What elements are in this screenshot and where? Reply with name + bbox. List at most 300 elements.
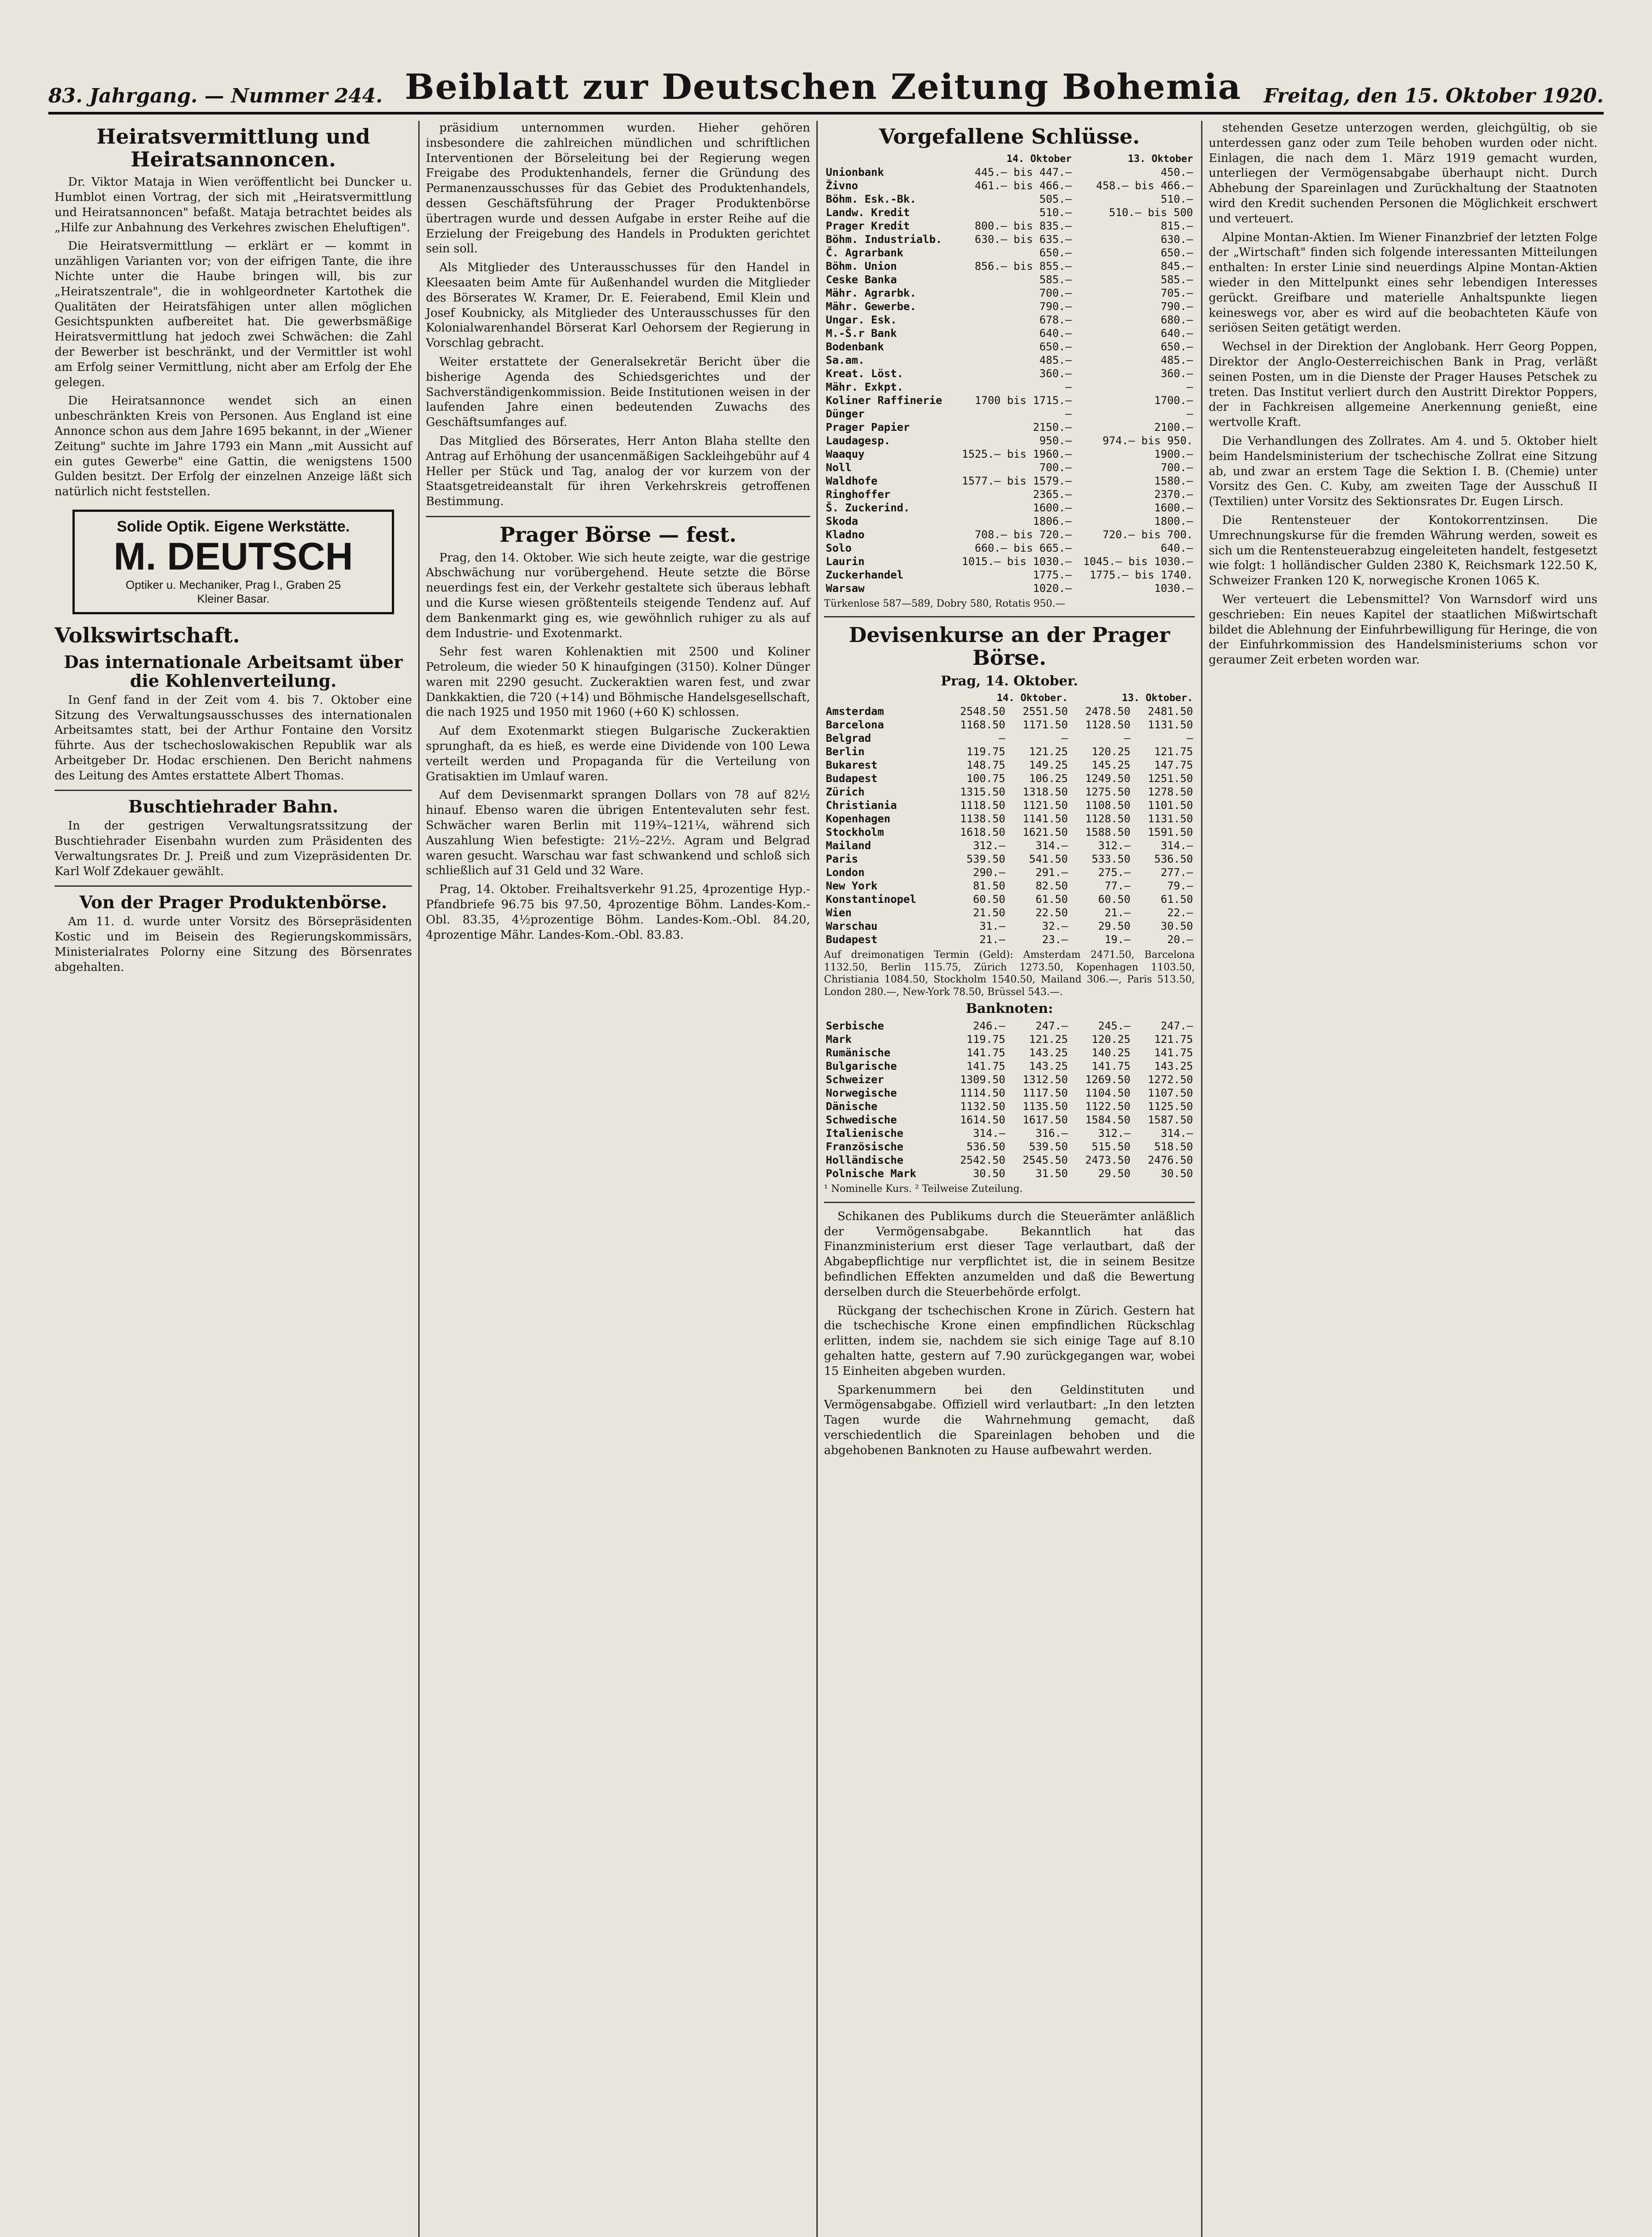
table-cell: 950.— [1039,434,1072,447]
ad-location: Kleiner Basar. [197,591,270,605]
table-row [824,233,1195,246]
article-paragraph: Sehr fest waren Kohlenaktien mit 2500 und Koliner Petroleum, die wieder 50 K hinaufgingen (3150). Kolner Dünger waren mit 2290 gesucht. Zuckeraktien waren fest, und zwar Dankkaktien, die 720 (+14) und Böhmische Handelsgesellschaft, die nach 1925 und 1950 mit 1960 (+60 K) schlossen. [426,645,810,719]
table-row [824,582,1195,595]
row-label: Belgrad [826,732,871,745]
row-label: Skoda [826,515,858,527]
row-label: Waaquy [826,447,865,460]
table-cell: 30.50 [973,1167,1006,1180]
table-cell: 700.— [1039,286,1072,299]
table-row [824,313,1195,327]
table-row [824,1167,1195,1180]
table-cell: 2542.50 [960,1154,1006,1167]
table-cell: 291.— [1035,866,1068,879]
table-cell: 140.25 [1091,1046,1131,1059]
table-cell: 650.— [1039,246,1072,259]
table-cell: 1117.50 [1023,1087,1068,1100]
article-paragraph: Das Mitglied des Börserates, Herr Anton Blaha stellte den Antrag auf Erhöhung der usancenmäßigen Sackleihgebühr auf 4 Heller per Stück und Tag, analog der vor kurzem von der Staatsgetreideanstalt für ihren Verkehrskreis getroffenen Bestimmung. [426,434,810,509]
row-label: Landw. Kredit [826,206,910,219]
table-cell: 148.75 [966,759,1006,772]
table-row [824,474,1195,488]
table-row [824,745,1195,758]
table-row [824,192,1195,206]
table-cell: 536.50 [1154,853,1193,866]
table-row [824,839,1195,852]
table-cell: 1131.50 [1147,812,1193,825]
table-cell: 1775.— [1033,568,1072,581]
column-3 [818,121,1202,2237]
table-cell: 1312.50 [1023,1073,1068,1086]
row-label: Serbische [826,1020,884,1033]
table-row [824,799,1195,812]
table-cell: 141.75 [966,1046,1006,1059]
row-label: Schwedische [826,1114,897,1127]
heading-heiratsvermittlung: Heiratsvermittlung und Heiratsannoncen. [96,124,370,171]
row-label: Dünger [826,407,865,420]
row-label: Rumänische [826,1046,891,1059]
table-cell: 650.— [1160,246,1193,259]
table-cell: 1118.50 [960,799,1006,812]
table-cell: 1030.— [1154,582,1193,595]
table-cell: 106.25 [1029,772,1068,785]
table-cell: 1315.50 [960,786,1006,799]
row-label: Berlin [826,745,865,758]
table-cell: 1121.50 [1023,799,1068,812]
table-cell: 316.— [1035,1127,1068,1140]
table-cell: 660.— bis 665.— [975,541,1072,554]
table-cell: 640.— [1160,327,1193,340]
table-header-cell: 14. Oktober [1006,153,1072,165]
table-cell: 120.25 [1091,745,1131,758]
ad-tagline: Solide Optik. Eigene Werkstätte. [117,518,350,535]
table-cell: 121.25 [1029,745,1068,758]
devisen-date: Prag, 14. Oktober. [941,673,1078,689]
article-paragraph: Wer verteuert die Lebensmittel? Von Warnsdorf wird uns geschrieben: Ein neues Kapitel der staatlichen Mißwirtschaft bildet die Ablehnung der Einfuhrbewilligung für Heringe, die von der Einfuhrkommission des Handelsministeriums schon vor geraumer Zeit erbeten worden war. [1209,592,1597,667]
row-label: Warsaw [826,582,865,595]
table-cell: 539.50 [1029,1140,1068,1153]
table-cell: 22.— [1167,906,1193,919]
table-cell: 1020.— [1033,582,1072,595]
table-cell: 2370.— [1154,488,1193,501]
table-cell: 1045.— bis 1030.— [1083,555,1193,568]
article-paragraph: Schikanen des Publikums durch die Steuerämter anläßlich der Vermögensabgabe. Bekanntlich hat das Finanzministerium erst dieser Tage verlautbart, daß der Abgabepflichtige nur verpflichtet ist, die in seinem Besitze befindlichen Effekten anzumelden und daß die Bewertung derselben durch die Steuerbehörde erfolgt. [824,1209,1195,1299]
table-row [824,1113,1195,1127]
table-cell: 32.— [1042,920,1068,933]
table-cell: 246.— [973,1020,1006,1033]
issue-number: 83. Jahrgang. — Nummer 244. [48,85,383,107]
table-cell: 1700 bis 1715.— [975,394,1072,407]
table-cell: 1900.— [1154,447,1193,460]
heading-arbeitsamt: Das internationale Arbeitsamt über die Kohlenverteilung. [64,652,403,691]
table-cell: 485.— [1039,353,1072,366]
table-row [824,812,1195,825]
table-cell: 120.25 [1091,1033,1131,1046]
heading-vorgefallene-schluesse: Vorgefallene Schlüsse. [879,124,1140,149]
table-cell: 2473.50 [1085,1154,1131,1167]
table-cell: — [1186,407,1193,420]
table-cell: 1806.— [1033,515,1072,527]
row-label: Kladno [826,528,865,541]
table-row [824,340,1195,353]
ad-company-name: M. DEUTSCH [113,535,353,578]
table-cell: — [1061,732,1068,745]
row-label: Zuckerhandel [826,568,904,581]
row-label: Mähr. Gewerbe. [826,300,917,313]
table-cell: — [1186,380,1193,393]
table-cell: 1251.50 [1147,772,1193,785]
table-cell: 20.— [1167,933,1193,946]
table-body [824,1019,1195,1180]
table-cell: 145.25 [1091,759,1131,772]
table-cell: 1275.50 [1085,786,1131,799]
table-cell: 1135.50 [1023,1100,1068,1113]
table-cell: 61.50 [1160,893,1193,906]
article-paragraph: Am 11. d. wurde unter Vorsitz des Börsepräsidenten Kostic und im Beisein des Regierungskommissärs, Ministerialrates Polorny eine Sitzung des Börsenrates abgehalten. [55,915,412,974]
table-row [824,1019,1195,1033]
table-cell: 77.— [1104,880,1131,893]
row-label: Christiania [826,799,897,812]
footnotes: ¹ Nominelle Kurs. ² Teilweise Zuteilung. [824,1183,1023,1195]
table-cell: 800.— bis 835.— [975,219,1072,232]
table-row [824,461,1195,474]
table-cell: 141.75 [1091,1060,1131,1073]
table-cell: 720.— bis 700. [1102,528,1193,541]
article-paragraph: Auf dem Devisenmarkt sprangen Dollars von 78 auf 82½ hinauf. Ebenso waren die übrigen Ententevaluten sehr fest. Schwächer waren Berlin mit 119¾–121¼, während sich Auszahlung Wien befestigte: 21½–22½. Agram und Belgrad waren gesucht. Warschau war fast schwankend und schloß sich schließlich auf 31 Geld und 32 Ware. [426,788,810,878]
table-cell: 1775.— bis 1740. [1089,568,1193,581]
row-label: Sa.am. [826,353,865,366]
row-label: Konstantinopel [826,893,917,906]
table-cell: 2548.50 [960,705,1006,718]
tuerkenlose-line: Türkenlose 587—589, Dobry 580, Rotatis 950.— [824,598,1066,609]
row-label: Ceske Banka [826,273,897,286]
article-paragraph: stehenden Gesetze unterzogen werden, gleichgültig, ob sie unterdessen ganz oder zum Teile behoben wurden oder nicht. Einlagen, die nach dem 1. März 1919 gemacht wurden, unterliegen der Vermögensabgabe überhaupt nicht. Durch Abhebung der Spareinlagen und Zurückhaltung der Staatnoten wird den Kredit suchenden Personen die Möglichkeit erschwert und verteuert. [1209,121,1597,225]
row-label: London [826,866,865,879]
table-cell: 1132.50 [960,1100,1006,1113]
table-cell: 30.50 [1160,1167,1193,1180]
row-label: Prager Kredit [826,219,910,232]
article-paragraph: Die Heiratsvermittlung — erklärt er — kommt in unzähligen Varianten vor; von der eifrigen Tante, die ihre Nichte unter die Haube bringen will, bis zur „Heiratszentrale", die in wohlgeordneter Kartothek die Qualitäten der Heiratsfähigen unter allen möglichen Gesichtspunkten aufbereitet hat. Die gewerbsmäßige Heiratsvermittlung hat jedoch zwei Schwächen: die Zahl der Bewerber ist beschränkt, und der Vermittler ist wohl am Erfolg seiner Vermittlung, nicht aber am Erfolg der Ehe gelegen. [55,239,412,389]
article-paragraph: In Genf fand in der Zeit vom 4. bis 7. Oktober eine Sitzung des Verwaltungsausschusses des internationalen Arbeitsamtes statt, bei der Arthur Fontaine den Vorsitz führte. Aus der tschechoslowakischen Republik war als Arbeitgeber Dr. Hodac erschienen. Den Bericht nahmens des Leitung des Amtes erstattete Albert Thomas. [55,693,412,783]
row-label: Š. Zuckerind. [826,501,910,514]
row-label: Unionbank [826,166,884,179]
row-label: Mähr. Agrarbk. [826,286,917,299]
table-cell: 30.50 [1160,920,1193,933]
table-cell: 630.— [1160,233,1193,246]
table-cell: — [1065,380,1072,393]
table-row [824,772,1195,785]
row-label: Warschau [826,920,878,933]
table-cell: 1617.50 [1023,1114,1068,1127]
table-cell: 1249.50 [1085,772,1131,785]
table-header-row [824,153,1195,166]
table-cell: 1614.50 [960,1114,1006,1127]
table-cell: 31.50 [1035,1167,1068,1180]
divider [55,790,412,791]
table-cell: 856.— bis 855.— [975,259,1072,272]
table-row [824,825,1195,839]
table-cell: 23.— [1042,933,1068,946]
table-cell: 458.— bis 466.— [1096,179,1193,192]
row-label: Stockholm [826,826,884,839]
table-cell: 505.— [1039,192,1072,205]
table-cell: 1584.50 [1085,1114,1131,1127]
table-cell: 121.75 [1154,1033,1193,1046]
table-cell: 21.50 [973,906,1006,919]
heading-buschtiehrader-bahn: Buschtiehrader Bahn. [128,796,339,817]
table-cell: 121.75 [1154,745,1193,758]
table-cell: 1600.— [1154,501,1193,514]
table-row [824,367,1195,380]
row-label: Dänische [826,1100,878,1113]
table-cell: 2365.— [1033,488,1072,501]
article-paragraph: Auf dem Exotenmarkt stiegen Bulgarische Zuckeraktien sprunghaft, da es hieß, es werde eine Dividende von 100 Lewa verteilt werden und Propaganda für die Verteilung von Gratisaktien im Umlauf waren. [426,724,810,783]
row-label: Živno [826,179,858,192]
table-cell: 61.50 [1035,893,1068,906]
table-cell: 1104.50 [1085,1087,1131,1100]
table-cell: 1269.50 [1085,1073,1131,1086]
row-label: Böhm. Union [826,259,897,272]
table-cell: 705.— [1160,286,1193,299]
table-cell: 1577.— bis 1579.— [962,474,1072,487]
table-cell: 360.— [1160,367,1193,380]
table-row [824,407,1195,421]
table-row [824,1086,1195,1100]
table-row [824,434,1195,447]
table-cell: 650.— [1039,340,1072,353]
table-row [824,421,1195,434]
table-cell: 2551.50 [1023,705,1068,718]
table-cell: 247.— [1160,1020,1193,1033]
banknoten-title: Banknoten: [965,1001,1053,1017]
article-paragraph: Prag, den 14. Oktober. Wie sich heute zeigte, war die gestrige Abschwächung nur vorübergehend. Heute setzte die Börse neuerdings fest ein, der Verkehr gestaltete sich überaus lebhaft und die Kurse wiesen größtenteils steigende Tendenz auf. Auf dem Bankenmarkt ging es, wie gewöhnlich ruhiger zu als auf dem Industrie- und Exotenmarkt. [426,551,810,640]
table-cell: 650.— [1160,340,1193,353]
table-cell: 1618.50 [960,826,1006,839]
table-cell: 1128.50 [1085,719,1131,731]
table-cell: 518.50 [1154,1140,1193,1153]
row-label: Noll [826,461,852,474]
table-cell: 1125.50 [1147,1100,1193,1113]
row-label: Polnische Mark [826,1167,917,1180]
table-header-cell: 13. Oktober [1128,153,1193,165]
row-label: Bodenbank [826,340,884,353]
table-cell: — [998,732,1006,745]
table-cell: 60.50 [1098,893,1131,906]
table-cell: 1580.— [1154,474,1193,487]
table-cell: 485.— [1160,353,1193,366]
row-label: Bulgarische [826,1060,897,1073]
row-label: Mailand [826,839,871,852]
table-row [824,879,1195,893]
row-label: Budapest [826,772,878,785]
table-row [824,1059,1195,1073]
table-cell: 790.— [1039,300,1072,313]
table-row [824,1100,1195,1113]
table-cell: 2481.50 [1147,705,1193,718]
table-row [824,906,1195,919]
table-cell: 2478.50 [1085,705,1131,718]
table-cell: 21.— [1104,906,1131,919]
schluesse-table [824,153,1195,595]
table-row [824,731,1195,745]
row-label: Amsterdam [826,705,884,718]
row-label: Bukarest [826,759,878,772]
row-label: Italienische [826,1127,904,1140]
row-label: Französische [826,1140,904,1153]
table-row [824,1073,1195,1086]
table-cell: 143.25 [1154,1060,1193,1073]
table-cell: 19.— [1104,933,1131,946]
table-cell: 1131.50 [1147,719,1193,731]
article-paragraph: Als Mitglieder des Unterausschusses für den Handel in Kleesaaten beim Amte für Außenhandel wurden die Mitglieder des Börserates W. Kramer, Dr. E. Feierabend, Emil Klein und Josef Koubnicky, als Mitglieder des Unterausschusses für den Kolonialwarenhandel Börserat Karl Oehorsem der Regierung in Vorschlag gebracht. [426,261,810,350]
row-label: Böhm. Industrialb. [826,233,943,246]
table-cell: 1138.50 [960,812,1006,825]
heading-devisenkurse: Devisenkurse an der Prager Börse. [849,623,1170,670]
table-cell: 450.— [1160,166,1193,179]
table-row [824,488,1195,501]
ad-address: Optiker u. Mechaniker, Prag I., Graben 25 [125,578,341,591]
table-cell: 461.— bis 466.— [975,179,1072,192]
table-header-cell: 14. Oktober. [997,693,1068,704]
table-cell: 275.— [1098,866,1131,879]
table-cell: 60.50 [973,893,1006,906]
row-label: Barcelona [826,719,884,731]
table-cell: 1588.50 [1085,826,1131,839]
table-cell: 29.50 [1098,920,1131,933]
table-cell: 845.— [1160,259,1193,272]
column-2 [420,121,818,2237]
table-row [824,555,1195,568]
article-paragraph: Die Rentensteuer der Kontokorrentzinsen. Die Umrechnungskurse für die fremden Währung werden, soweit es sich um die Rentensteuerabzug eingeleiteten handelt, festgesetzt wie folgt: 1 holländischer Gulden 2380 K, Reichsmark 122.50 K, Schweizer Franken 120 K, norwegische Kronen 1065 K. [1209,513,1597,588]
table-cell: 119.75 [966,1033,1006,1046]
row-label: Koliner Raffinerie [826,394,943,407]
table-row [824,219,1195,233]
table-cell: 700.— [1160,461,1193,474]
row-label: Schweizer [826,1073,884,1086]
table-row [824,1153,1195,1167]
table-cell: 290.— [973,866,1006,879]
table-cell: 1621.50 [1023,826,1068,839]
table-cell: 541.50 [1029,853,1068,866]
table-row [824,541,1195,555]
table-cell: 81.50 [973,880,1006,893]
row-label: Prager Papier [826,421,910,434]
masthead [48,54,1604,115]
table-cell: 314.— [1160,839,1193,852]
table-cell: 974.— bis 950. [1102,434,1193,447]
table-cell: 1309.50 [960,1073,1006,1086]
table-cell: 585.— [1039,273,1072,286]
table-row [824,1046,1195,1059]
table-row [824,515,1195,528]
column-1 [48,121,420,2237]
table-cell: 314.— [1160,1127,1193,1140]
article-paragraph: Wechsel in der Direktion der Anglobank. Herr Georg Poppen, Direktor der Anglo-Oesterreichischen Bank in Prag, verläßt seinen Posten, um in die Dienste der Prager Hauses Petschek zu treten. Das Institut verliert durch den Austritt Direktor Poppers, der in Fachkreisen allgemeine Anerkennung genießt, eine wertvolle Kraft. [1209,340,1597,430]
table-cell: 143.25 [1029,1060,1068,1073]
table-row [824,1140,1195,1153]
table-cell: 121.25 [1029,1033,1068,1046]
table-body [824,166,1195,595]
table-cell: 510.— [1160,192,1193,205]
table-row [824,259,1195,273]
table-cell: 640.— [1160,541,1193,554]
row-label: Solo [826,541,852,554]
divider [426,516,810,517]
row-label: Wien [826,906,852,919]
article-paragraph: Die Heiratsannonce wendet sich an einen unbeschränkten Kreis von Personen. Aus England ist eine Annonce schon aus dem Jahre 1695 bekannt, in der „Wiener Zeitung" suchte im Jahre 1793 ein Mann „mit Aussicht auf ein gutes Gewerbe" eine Gattin, die wenigstens 1500 Gulden besitzt. Der Erfolg der einzelnen Anzeige läßt sich natürlich nicht feststellen. [55,394,412,499]
table-cell: 1525.— bis 1960.— [962,447,1072,460]
table-cell: 1108.50 [1085,799,1131,812]
table-cell: 141.75 [966,1060,1006,1073]
table-cell: 100.75 [966,772,1006,785]
row-label: Kreat. Löst. [826,367,904,380]
table-header-row [824,692,1195,705]
table-row [824,933,1195,946]
table-cell: 31.— [979,920,1006,933]
table-row [824,1127,1195,1140]
table-cell: 147.75 [1154,759,1193,772]
table-row [824,919,1195,933]
divider [824,1202,1195,1203]
table-cell: 1141.50 [1023,812,1068,825]
table-row [824,166,1195,179]
table-cell: 533.50 [1091,853,1131,866]
heading-prager-boerse: Prager Börse — fest. [499,522,737,547]
row-label: Laudagesp. [826,434,891,447]
table-cell: 1128.50 [1085,812,1131,825]
table-cell: 314.— [1035,839,1068,852]
table-cell: 536.50 [966,1140,1006,1153]
table-row [824,785,1195,799]
table-cell: 1318.50 [1023,786,1068,799]
table-row [824,273,1195,286]
table-cell: 314.— [973,1127,1006,1140]
row-label: Budapest [826,933,878,946]
table-cell: — [1186,732,1193,745]
table-row [824,394,1195,407]
table-cell: 277.— [1160,866,1193,879]
table-cell: 22.50 [1035,906,1068,919]
article-paragraph: Weiter erstattete der Generalsekretär Bericht über die bisherige Agenda des Schiedsgerichtes und der Sachverständigenkommission. Beide Institutionen weisen in der laufenden Jahre einen bedeutenden Zuwachs des Geschäftsumfanges auf. [426,355,810,430]
row-label: Holländische [826,1154,904,1167]
row-label: M.-Š.r Bank [826,327,897,340]
table-cell: 680.— [1160,313,1193,326]
row-label: Kopenhagen [826,812,891,825]
table-cell: 82.50 [1035,880,1068,893]
table-cell: 1591.50 [1147,826,1193,839]
table-body [824,705,1195,946]
table-cell: 539.50 [966,853,1006,866]
table-row [824,718,1195,731]
article-paragraph: Rückgang der tschechischen Krone in Zürich. Gestern hat die tschechische Krone einen empfindlichen Rückschlag erlitten, indem sie, nachdem sie sich einige Tage auf 8.10 gehalten hatte, gestern auf 7.90 zurückgegangen war, wobei 15 Einheiten abgeben wurden. [824,1304,1195,1378]
termin-paragraph: Auf dreimonatigen Termin (Geld): Amsterdam 2471.50, Barcelona 1132.50, Berlin 115.75, Zürich 1273.50, Kopenhagen 1103.50, Christiania 1084.50, Stockholm 1540.50, Mailand 306.—, Paris 513.50, London 280.—, New-York 78.50, Brüssel 543.—. [824,949,1195,998]
table-row [824,286,1195,300]
row-label: Mark [826,1033,852,1046]
table-cell: 245.— [1098,1020,1131,1033]
table-cell: 630.— bis 635.— [975,233,1072,246]
article-paragraph: Prag, 14. Oktober. Freihaltsverkehr 91.25, 4prozentige Hyp.-Pfandbriefe 96.75 bis 97.50, 4prozentige Böhm. Landes-Kom.-Obl. 83.35, 4½prozentige Böhm. Landes-Kom.-Obl. 84.20, 4prozentige Mähr. Landes-Kom.-Obl. 83.83. [426,883,810,942]
table-cell: 708.— bis 720.— [975,528,1072,541]
heading-volkswirtschaft: Volkswirtschaft. [55,623,240,647]
table-row [824,353,1195,367]
table-cell: 312.— [973,839,1006,852]
table-row [824,380,1195,394]
table-cell: 1278.50 [1147,786,1193,799]
table-row [824,501,1195,515]
table-cell: 360.— [1039,367,1072,380]
table-row [824,327,1195,340]
table-row [824,528,1195,541]
table-cell: 79.— [1167,880,1193,893]
row-label: Norwegische [826,1087,897,1100]
